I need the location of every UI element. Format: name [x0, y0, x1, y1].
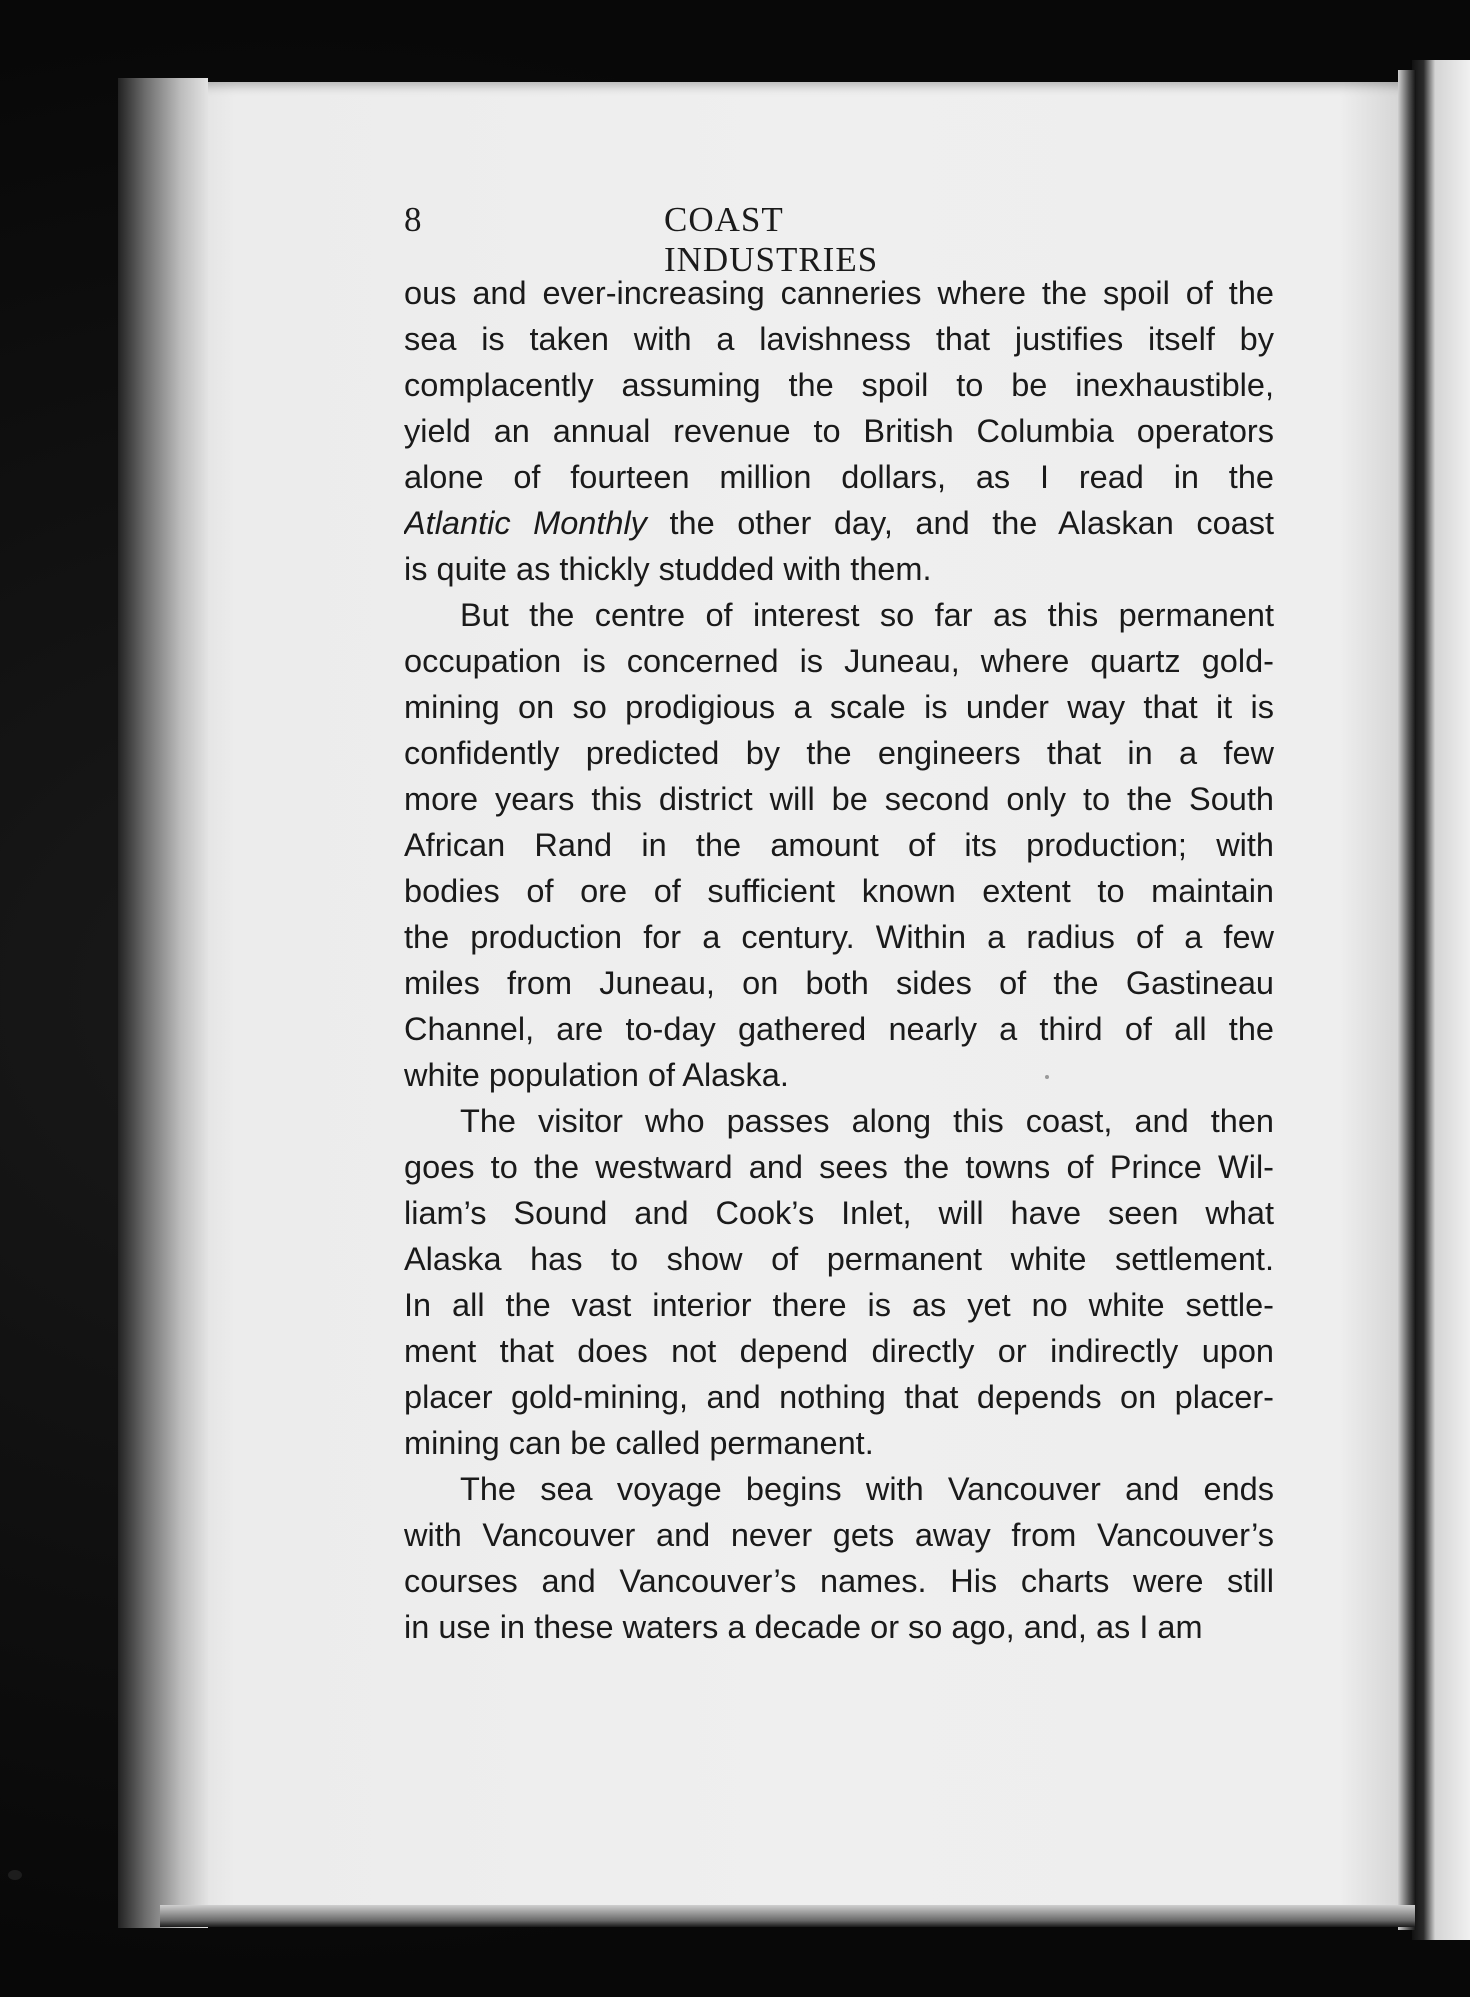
page-right-edge: [1398, 70, 1416, 1930]
text-line: yield an annual revenue to British Columbia operators: [404, 413, 1274, 449]
text-line: Channel, are to-day gathered nearly a third of all the: [404, 1011, 1274, 1047]
text-line: alone of fourteen million dollars, as I read in the: [404, 459, 1274, 495]
text-line: Alaska has to show of permanent white settlement.: [404, 1241, 1274, 1277]
page-number: 8: [404, 200, 422, 239]
page-bottom-edge: [160, 1905, 1415, 1927]
text-line: more years this district will be second only to the South: [404, 781, 1274, 817]
text-line: bodies of ore of sufficient known extent to maintain: [404, 873, 1274, 909]
text-line: African Rand in the amount of its production; with: [404, 827, 1274, 863]
text-line: ous and ever-increasing canneries where the spoil of the: [404, 275, 1274, 311]
scan-speck: [8, 1870, 22, 1880]
scan-speck: [1045, 1075, 1049, 1079]
text-line: courses and Vancouver’s names. His charts were still: [404, 1563, 1274, 1599]
text-line: liam’s Sound and Cook’s Inlet, will have seen what: [404, 1195, 1274, 1231]
text-line: In all the vast interior there is as yet no white settle-: [404, 1287, 1274, 1323]
text-line: The sea voyage begins with Vancouver and ends: [460, 1471, 1274, 1507]
adjacent-page-edge: [1412, 60, 1470, 1940]
text-line: But the centre of interest so far as this permanent: [460, 597, 1274, 633]
text-line: The visitor who passes along this coast, and then: [460, 1103, 1274, 1139]
text-line: the production for a century. Within a radius of a few: [404, 919, 1274, 955]
paragraph: [404, 1098, 1274, 1466]
text-line: complacently assuming the spoil to be inexhaustible,: [404, 367, 1274, 403]
text-line: sea is taken with a lavishness that justifies itself by: [404, 321, 1274, 357]
text-line: goes to the westward and sees the towns of Prince Wil-: [404, 1149, 1274, 1185]
text-line: [404, 500, 1274, 546]
text-line: occupation is concerned is Juneau, where quartz gold-: [404, 643, 1274, 679]
paragraph: [404, 592, 1274, 1098]
text-line: with Vancouver and never gets away from Vancouver’s: [404, 1517, 1274, 1553]
text-line: white population of Alaska.: [404, 1057, 789, 1093]
text-run: the other day, and the Alaskan coast: [646, 505, 1274, 541]
text-line: miles from Juneau, on both sides of the Gastineau: [404, 965, 1274, 1001]
chapter-title: COAST INDUSTRIES: [664, 200, 879, 279]
text-line: placer gold-mining, and nothing that depends on placer-: [404, 1379, 1274, 1415]
paragraph: [404, 1466, 1274, 1650]
text-line: ment that does not depend directly or indirectly upon: [404, 1333, 1274, 1369]
text-line: mining can be called permanent.: [404, 1425, 874, 1461]
text-line: mining on so prodigious a scale is under way that it is: [404, 689, 1274, 725]
paragraph: [404, 270, 1274, 592]
book-binding-gutter: [118, 78, 208, 1928]
italic-title: Atlantic Monthly: [404, 505, 647, 541]
body-text: [404, 270, 1274, 1650]
text-line: confidently predicted by the engineers that in a few: [404, 735, 1274, 771]
running-head: [404, 200, 1002, 279]
text-line: is quite as thickly studded with them.: [404, 551, 932, 587]
text-line: in use in these waters a decade or so ago, and, as I am: [404, 1609, 1203, 1645]
